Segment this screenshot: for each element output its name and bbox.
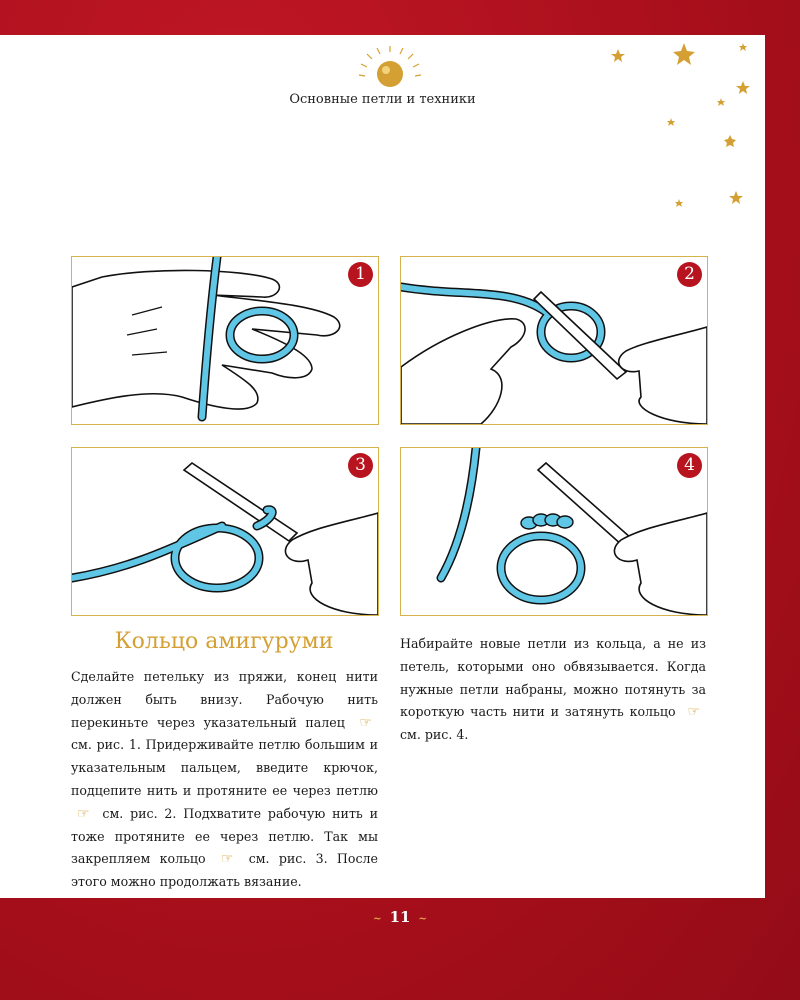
ornament-icon: ~	[373, 914, 382, 925]
pointing-hand-icon: ☞	[687, 704, 700, 721]
pointing-hand-icon: ☞	[77, 805, 90, 822]
figure-2	[400, 256, 708, 425]
figure-reference: см. рис. 2.	[102, 805, 177, 821]
figure-number-badge: 2	[677, 262, 702, 287]
paragraph-text: Набирайте новые петли из кольца, а не из петель, которыми оно обвязывается. Когда нужные петли набраны, можно потянуть за короткую часть нити и затянуть кольцо	[400, 636, 706, 720]
paragraph-text: Придерживайте петлю большим и указательным пальцем, введите крючок, подцепите нить и протяните ее через петлю	[71, 737, 379, 798]
left-text-column	[71, 666, 378, 894]
figure-1-illustration	[72, 257, 378, 424]
paragraph-text: После этого можно продолжать вязание.	[71, 851, 378, 890]
figure-reference: см. рис. 3.	[248, 851, 328, 867]
figure-number-badge: 3	[348, 453, 373, 478]
figure-number-badge: 4	[677, 453, 702, 478]
star-icon	[739, 43, 747, 51]
pointing-hand-icon: ☞	[220, 851, 234, 868]
right-text-column	[400, 633, 706, 747]
figure-3-illustration	[72, 448, 378, 615]
star-icon	[611, 49, 625, 62]
star-icon	[673, 43, 695, 65]
paragraph-text: Подхватите рабочую нить и тоже протяните ее через петлю. Так мы закрепляем кольцо	[71, 805, 378, 867]
star-icon	[675, 199, 683, 207]
figure-2-illustration	[401, 257, 707, 424]
figure-4-illustration	[401, 448, 707, 615]
paragraph-text: Сделайте петельку из пряжи, конец нити должен быть внизу. Рабочую нить перекиньте через указательный палец	[71, 669, 378, 730]
star-icon	[736, 81, 750, 94]
stars-decoration	[600, 35, 765, 215]
star-icon	[724, 135, 736, 147]
figure-3	[71, 447, 379, 616]
section-title: Кольцо амигуруми	[114, 629, 334, 654]
figure-4	[400, 447, 708, 616]
figure-reference: см. рис. 1.	[71, 737, 141, 753]
pointing-hand-icon: ☞	[359, 714, 372, 731]
star-icon	[729, 191, 743, 204]
figure-1	[71, 256, 379, 425]
sun-emblem-icon	[355, 44, 425, 94]
page-number: 11	[389, 908, 411, 926]
running-header: Основные петли и техники	[289, 92, 476, 107]
page-number-footer	[0, 908, 800, 926]
figure-number-badge: 1	[348, 262, 373, 287]
ornament-icon: ~	[418, 914, 427, 925]
star-icon	[667, 118, 675, 126]
figure-reference: см. рис. 4.	[400, 727, 469, 743]
star-icon	[717, 98, 725, 106]
